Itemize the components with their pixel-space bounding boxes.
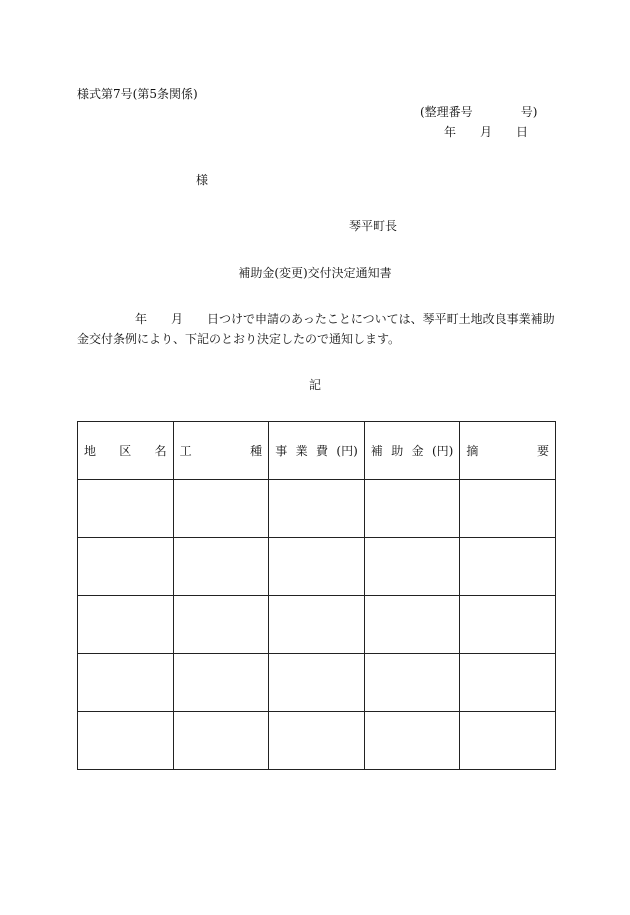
table-cell[interactable] <box>460 654 556 712</box>
column-district-name <box>78 422 174 480</box>
table-row <box>78 712 556 770</box>
table-row <box>78 654 556 712</box>
table-cell[interactable] <box>78 712 174 770</box>
table-cell[interactable] <box>364 596 460 654</box>
table-header-row <box>78 422 556 480</box>
table-cell[interactable] <box>460 538 556 596</box>
column-work-type <box>173 422 269 480</box>
header-char: 区 <box>119 444 132 458</box>
table-cell[interactable] <box>364 538 460 596</box>
reference-number-close: 号) <box>520 105 538 119</box>
table-cell[interactable] <box>78 596 174 654</box>
reference-number-line <box>420 103 537 120</box>
table-cell[interactable] <box>173 712 269 770</box>
header-char: 要 <box>536 444 549 458</box>
header-char: 摘 <box>466 444 479 458</box>
table-cell[interactable] <box>78 538 174 596</box>
header-char: 助 <box>391 444 404 458</box>
header-char: 工 <box>179 444 192 458</box>
table-cell[interactable] <box>460 480 556 538</box>
header-char: (円) <box>432 444 454 458</box>
column-subsidy-amount <box>364 422 460 480</box>
table-cell[interactable] <box>269 596 365 654</box>
table-row <box>78 596 556 654</box>
table-cell[interactable] <box>78 480 174 538</box>
header-char: 補 <box>370 444 383 458</box>
issuer-name: 琴平町長 <box>349 219 398 233</box>
header-char: 業 <box>295 444 308 458</box>
header-char: 金 <box>411 444 424 458</box>
header-char: 費 <box>316 444 329 458</box>
reference-number-open: (整理番号 <box>420 105 473 119</box>
table-cell[interactable] <box>364 654 460 712</box>
table-row <box>78 538 556 596</box>
body-text: 日つけで申請のあったことについては、琴平町土地改良事業補助金交付条例により、下記のとおり決定したので通知します。 <box>77 312 555 346</box>
subsidy-table <box>77 421 556 770</box>
header-char: 名 <box>154 444 167 458</box>
column-remarks <box>460 422 556 480</box>
ki-heading: 記 <box>308 378 321 392</box>
addressee-suffix: 様 <box>196 173 209 187</box>
date-year-label: 年 <box>444 125 457 139</box>
table-cell[interactable] <box>78 654 174 712</box>
table-cell[interactable] <box>460 596 556 654</box>
table-cell[interactable] <box>269 538 365 596</box>
body-year-label: 年 <box>135 312 148 326</box>
table-cell[interactable] <box>173 538 269 596</box>
table-cell[interactable] <box>173 596 269 654</box>
column-project-cost <box>269 422 365 480</box>
notice-body <box>77 309 557 349</box>
body-month-label: 月 <box>171 312 184 326</box>
table-cell[interactable] <box>364 712 460 770</box>
table-cell[interactable] <box>460 712 556 770</box>
header-char: 地 <box>84 444 97 458</box>
document-title: 補助金(変更)交付決定通知書 <box>238 266 392 280</box>
table-cell[interactable] <box>173 480 269 538</box>
header-char: 事 <box>275 444 288 458</box>
table-row <box>78 480 556 538</box>
date-month-label: 月 <box>480 125 493 139</box>
table-cell[interactable] <box>269 654 365 712</box>
form-number: 様式第7号(第5条関係) <box>77 87 198 101</box>
header-char: 種 <box>250 444 263 458</box>
header-char: (円) <box>336 444 358 458</box>
table-cell[interactable] <box>364 480 460 538</box>
date-day-label: 日 <box>516 125 529 139</box>
table-cell[interactable] <box>269 712 365 770</box>
issue-date-line <box>444 123 528 140</box>
table-cell[interactable] <box>269 480 365 538</box>
table-cell[interactable] <box>173 654 269 712</box>
